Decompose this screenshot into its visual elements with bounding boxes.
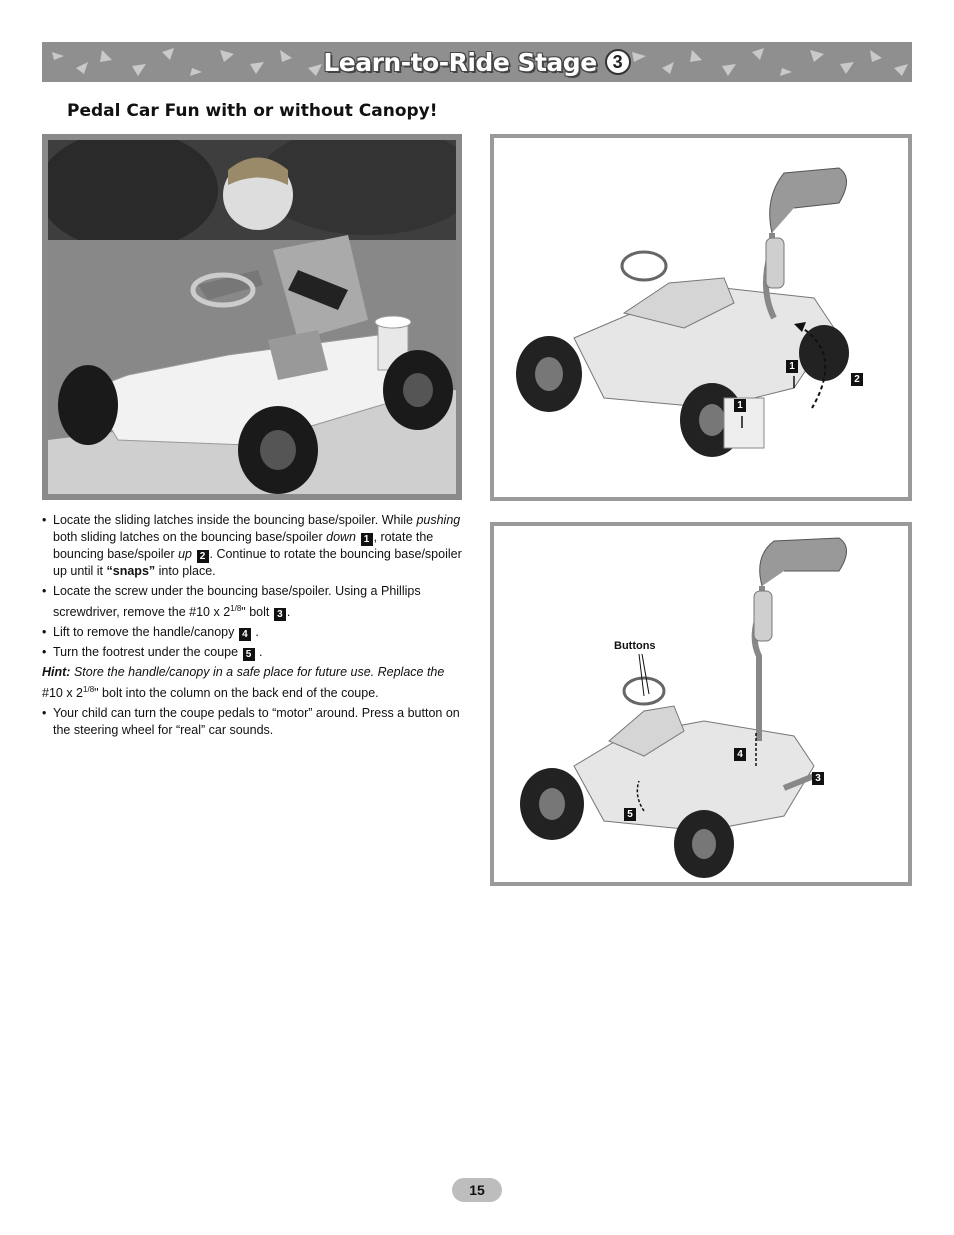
hint-label: Hint: [42, 665, 71, 680]
callout-4: 4 [734, 748, 746, 761]
hint-text-b: " bolt into the column on the back end of the coupe. [94, 686, 379, 701]
step1-text-down: down [326, 530, 357, 544]
step1-number-1: 1 [361, 533, 373, 546]
step1-text-a: Locate the sliding latches inside the bouncing base/spoiler. While [53, 513, 413, 527]
callout-1-upper: 1 [786, 360, 798, 373]
instruction-step-4 [42, 644, 466, 661]
instruction-step-3 [42, 624, 466, 641]
callout-3: 3 [812, 772, 824, 785]
step4-text-a: Turn the footrest under the coupe [53, 645, 239, 660]
photo-illustration [48, 140, 456, 494]
step2-fraction: 1/8 [230, 604, 242, 613]
step3-text-a: Lift to remove the handle/canopy [53, 625, 235, 640]
section-subtitle: Pedal Car Fun with or without Canopy! [67, 101, 438, 121]
step1-text-g: . Continue to rotate the bouncing base/spoiler up until it [53, 547, 462, 578]
step5-text: Your child can turn the coupe pedals to “motor” around. Press a button on the steering wheel for “real” car sounds. [53, 706, 460, 738]
step1-text-e: , rotate the bouncing base/spoiler [53, 530, 434, 561]
child-riding-photo [42, 134, 462, 500]
step3-text-b: . [255, 625, 259, 640]
header-banner [42, 42, 912, 82]
buttons-label: Buttons [614, 640, 656, 652]
banner-title-row [42, 42, 912, 82]
callout-2: 2 [851, 373, 863, 386]
step4-text-b: . [259, 645, 263, 660]
step2-text-c: . [286, 605, 291, 620]
step2-text-b: " bolt [241, 605, 270, 620]
hint-fraction: 1/8 [83, 685, 95, 695]
hint-note [42, 664, 466, 702]
instructions-list [42, 512, 466, 742]
page-title: Learn-to-Ride Stage [323, 47, 597, 77]
step1-number-2: 2 [197, 550, 209, 563]
callout-5: 5 [624, 808, 636, 821]
step4-number-5: 5 [243, 648, 255, 661]
page-number: 15 [452, 1178, 502, 1202]
step1-text-i: into place. [158, 564, 216, 578]
step2-number-3: 3 [274, 608, 286, 621]
canopy-removal-diagram [490, 522, 912, 886]
step1-text-c: both sliding latches on the bouncing base/spoiler [53, 530, 323, 544]
callout-1-lower: 1 [734, 399, 746, 412]
latch-release-diagram [490, 134, 912, 501]
step3-number-4: 4 [239, 628, 251, 641]
step1-text-up: up [178, 547, 193, 561]
stage-number-badge: 3 [605, 49, 631, 75]
hint-italic-text: Store the handle/canopy in a safe place for future use. Replace the [73, 665, 445, 680]
instruction-step-1 [42, 512, 466, 580]
step1-text-snaps: “snaps” [106, 564, 156, 578]
instruction-step-5 [42, 705, 466, 739]
kart-diagram-2 [494, 526, 908, 882]
kart-diagram-1 [494, 138, 908, 497]
step1-text-pushing: pushing [416, 513, 461, 527]
hint-text-a: #10 x 2 [42, 686, 84, 701]
instruction-step-2 [42, 583, 466, 621]
step2-text-a: Locate the screw under the bouncing base/spoiler. Using a Phillips screwdriver, remove the #10 x 2 [53, 584, 421, 620]
